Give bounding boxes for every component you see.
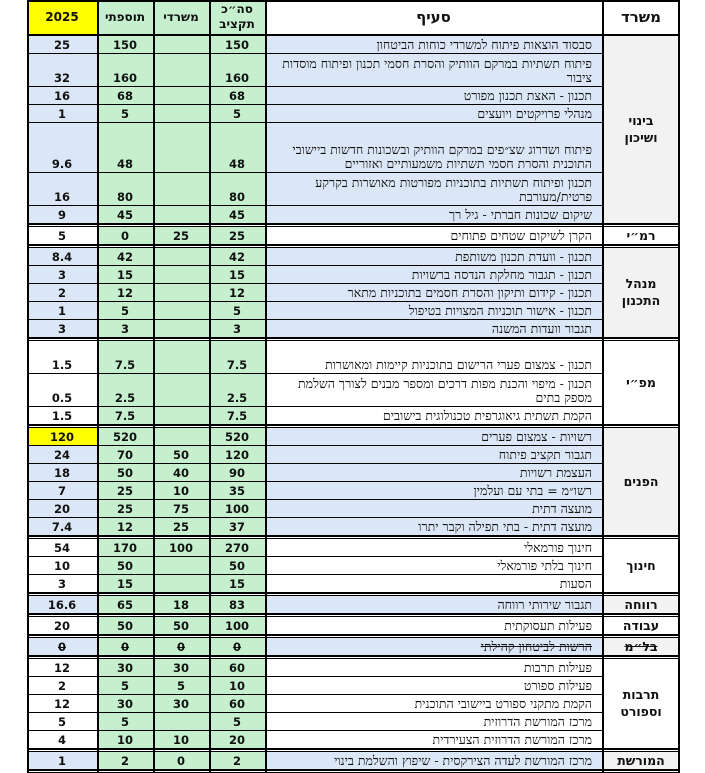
cell-ministerial [153,54,209,87]
cell-total-budget: 60 [209,659,265,677]
header-year: 2025 [27,0,97,36]
cell-additional: 50 [97,464,153,482]
cell-section-description [265,54,602,87]
cell-ministerial: 30 [153,695,209,713]
cell-year-2025: 0.5 [27,374,97,407]
ministry-label: רווחה [624,596,658,612]
section-text: תגבור וועדות המשנה [491,321,592,336]
cell-section-description [265,123,602,173]
ministry-label: חינוך [626,557,656,573]
cell-year-2025: 1 [27,105,97,123]
cell-additional: 65 [97,596,153,614]
cell-total-budget: 3 [209,320,265,338]
ministry-name [602,659,680,749]
cell-section-description [265,302,602,320]
cell-section-description [265,713,602,731]
grid-line [27,655,680,657]
section-text: רשו״מ = בתי עם ועלמין [473,483,592,498]
cell-year-2025: 10 [27,557,97,575]
cell-year-2025: 25 [27,36,97,54]
cell-additional: 12 [97,518,153,536]
cell-additional: 15 [97,575,153,593]
cell-total-budget: 12 [209,284,265,302]
grid-line [27,613,680,615]
cell-ministerial [153,302,209,320]
cell-ministerial: 30 [153,659,209,677]
cell-ministerial [153,284,209,302]
section-text: תכנון - אישור תוכניות המצויות בטיפול [408,303,592,318]
cell-year-2025: 20 [27,617,97,635]
cell-year-2025: 3 [27,266,97,284]
cell-section-description [265,596,602,614]
struck-value: 0 [57,640,66,654]
cell-additional: 30 [97,659,153,677]
cell-ministerial [153,320,209,338]
cell-section-description [265,575,602,593]
section-text: חינוך פורמאלי [524,540,592,555]
cell-total-budget: 37 [209,518,265,536]
cell-total-budget: 15 [209,575,265,593]
cell-year-2025: 16 [27,87,97,105]
grid-line [27,592,680,594]
grid-line [265,0,267,773]
section-text: תכנון ופיתוח תשתיות בתוכניות מפורטות מאושרות בקרקע פרטית/מעורבת [315,175,592,204]
cell-section-description [265,105,602,123]
section-text: פעילות תרבות [523,660,592,675]
section-text: סבסוד הוצאות פיתוח למשרדי כוחות הביטחון [376,37,592,52]
grid-line [27,748,680,750]
cell-additional: 5 [97,713,153,731]
cell-section-description [265,557,602,575]
ministry-name [602,638,680,656]
section-text: הקמת מתקני ספורט ביישובי התוכנית [414,696,592,711]
cell-total-budget: 520 [209,428,265,446]
cell-ministerial [153,87,209,105]
section-text: תכנון - האצת תכנון מפורט [463,88,592,103]
cell-ministerial [153,36,209,54]
section-text: העצמת רשויות [519,465,592,480]
ministry-label: רמ״י [626,227,656,243]
grid-line [97,0,99,773]
cell-section-description [265,374,602,407]
cell-total-budget: 42 [209,248,265,266]
cell-ministerial [153,105,209,123]
cell-total-budget: 160 [209,54,265,87]
cell-year-2025: 5 [27,713,97,731]
cell-total-budget: 20 [209,731,265,749]
cell-section-description [265,617,602,635]
cell-additional: 5 [97,677,153,695]
ministry-name [602,539,680,593]
cell-total-budget: 68 [209,87,265,105]
cell-ministerial [153,428,209,446]
ministry-label: מפ״י [626,374,656,390]
cell-total-budget: 2.5 [209,374,265,407]
section-text: מועצה דתית [532,501,592,516]
cell-additional: 7.5 [97,407,153,425]
header-ministerial: משרדי [153,0,209,36]
cell-additional: 30 [97,695,153,713]
ministry-name [602,617,680,635]
cell-total-budget: 10 [209,677,265,695]
cell-additional: 10 [97,731,153,749]
ministry-name [602,248,680,338]
cell-ministerial [153,713,209,731]
grid-line [27,223,680,225]
cell-section-description [265,638,602,656]
cell-total-budget: 270 [209,539,265,557]
cell-total-budget: 100 [209,500,265,518]
cell-year-2025: 3 [27,575,97,593]
cell-section-description [265,173,602,206]
cell-additional: 520 [97,428,153,446]
cell-additional: 12 [97,284,153,302]
cell-additional: 48 [97,123,153,173]
cell-ministerial: 18 [153,596,209,614]
cell-additional: 5 [97,302,153,320]
section-text: רשויות - צמצום פערים [481,429,592,444]
section-text: תכנון - וועדת תכנון משותפת [455,249,592,264]
cell-year-2025: 1 [27,302,97,320]
cell-additional: 25 [97,500,153,518]
cell-total-budget: 7.5 [209,341,265,374]
cell-total-budget: 25 [209,227,265,245]
cell-total-budget: 5 [209,105,265,123]
section-text: הקרן לשיקום שטחים פתוחים [450,228,592,243]
cell-total-budget: 5 [209,302,265,320]
grid-line [27,634,680,636]
struck-value: 0 [232,640,241,654]
cell-total-budget: 2 [209,752,265,770]
cell-ministerial: 0 [153,752,209,770]
cell-ministerial [153,123,209,173]
cell-additional: 80 [97,173,153,206]
cell-section-description [265,341,602,374]
section-text: תגבור תקציב פיתוח [498,447,592,462]
cell-section-description [265,695,602,713]
cell-section-description [265,36,602,54]
cell-section-description [265,659,602,677]
ministry-name [602,752,680,770]
cell-total-budget: 150 [209,36,265,54]
section-text: פיתוח ושדרוג שצ״פים במרקם הוותיק ובשכונות חדשות ביישובי התוכנית והסרת חסמי תשתיות משמעותיים ואזוריים [292,142,592,171]
ministry-name [602,341,680,425]
grid-line [602,0,604,773]
cell-ministerial [153,266,209,284]
ministry-label: עבודה [622,617,660,633]
cell-year-2025: 18 [27,464,97,482]
cell-additional [97,638,153,656]
cell-year-2025: 9 [27,206,97,224]
cell-ministerial: 50 [153,617,209,635]
cell-additional: 25 [97,482,153,500]
cell-total-budget: 100 [209,617,265,635]
header-ministry: משרד [602,0,680,36]
cell-ministerial: 100 [153,539,209,557]
cell-additional: 42 [97,248,153,266]
section-text: תכנון - מיפוי והכנת מפות דרכים ומספר מבנים לצורך השלמת מספק בתים [298,376,592,405]
struck-value: 0 [176,640,185,654]
cell-section-description [265,482,602,500]
section-text: מרכז המורשת הדרוזית [483,714,592,729]
cell-additional: 170 [97,539,153,557]
cell-section-description [265,206,602,224]
cell-ministerial: 10 [153,731,209,749]
cell-section-description [265,248,602,266]
cell-total-budget: 35 [209,482,265,500]
cell-year-2025: 9.6 [27,123,97,173]
cell-ministerial [153,248,209,266]
cell-section-description [265,428,602,446]
cell-section-description [265,320,602,338]
section-text: מנהלי פרויקטים ויועצים [477,106,592,121]
section-text: מרכז המורשת לעדה הצירקסית - שיפוץ והשלמת בינוי [334,753,592,768]
cell-year-2025: 5 [27,227,97,245]
header-section: סעיף [265,0,602,36]
ministry-label: המורשת [617,752,665,768]
cell-ministerial [153,557,209,575]
cell-year-2025: 20 [27,500,97,518]
cell-year-2025: 54 [27,539,97,557]
cell-additional: 50 [97,617,153,635]
grid-line [27,535,680,537]
cell-total-budget: 48 [209,123,265,173]
cell-section-description [265,752,602,770]
cell-year-2025 [27,638,97,656]
section-text: תגבור שירותי רווחה [497,597,592,612]
cell-year-2025: 16 [27,173,97,206]
cell-section-description [265,500,602,518]
grid-line [27,424,680,426]
budget-table [27,0,680,768]
grid-line [27,0,680,2]
cell-total-budget: 50 [209,557,265,575]
section-text: תכנון - צמצום פערי הרישום בתוכניות קיימות ומאושרות [325,357,592,372]
cell-ministerial: 10 [153,482,209,500]
section-text: הסעות [559,576,592,591]
cell-total-budget: 15 [209,266,265,284]
cell-ministerial [153,206,209,224]
cell-total-budget: 120 [209,446,265,464]
section-text: שיקום שכונות חברתי - גיל רך [449,207,592,222]
cell-additional: 0 [97,227,153,245]
cell-additional: 50 [97,557,153,575]
ministry-label: מנהל התכנון [621,276,661,308]
cell-year-2025: 4 [27,731,97,749]
cell-year-2025: 8.4 [27,248,97,266]
ministry-label: בל״מ [624,638,658,654]
cell-total-budget: 5 [209,713,265,731]
grid-line [27,337,680,339]
cell-ministerial: 50 [153,446,209,464]
cell-additional: 45 [97,206,153,224]
cell-ministerial: 40 [153,464,209,482]
cell-additional: 160 [97,54,153,87]
header-total: סה״כ תקציב [209,0,265,36]
cell-ministerial [153,638,209,656]
section-text: פעילות תעסוקתית [504,618,592,633]
grid-line [678,0,680,773]
cell-ministerial [153,341,209,374]
cell-section-description [265,227,602,245]
cell-total-budget: 83 [209,596,265,614]
cell-year-2025: 24 [27,446,97,464]
ministry-label: הפנים [623,473,659,489]
cell-section-description [265,266,602,284]
section-text: חינוך בלתי פורמאלי [497,558,592,573]
cell-section-description [265,407,602,425]
cell-total-budget: 7.5 [209,407,265,425]
ministry-name [602,227,680,245]
cell-year-2025: 12 [27,695,97,713]
cell-year-2025: 1 [27,752,97,770]
cell-additional: 68 [97,87,153,105]
cell-year-2025: 2 [27,677,97,695]
section-text: תכנון - תגבור מחלקת הנדסה ברשויות [411,267,592,282]
grid-line [27,769,680,771]
cell-section-description [265,539,602,557]
section-text: פיתוח תשתיות במרקם הוותיק והסרת חסמי תכנון ופיתוח מוסדות ציבור [282,56,592,85]
cell-section-description [265,518,602,536]
cell-additional: 7.5 [97,341,153,374]
cell-year-2025: 7 [27,482,97,500]
cell-ministerial: 75 [153,500,209,518]
cell-year-2025: 3 [27,320,97,338]
cell-section-description [265,284,602,302]
cell-total-budget: 90 [209,464,265,482]
cell-year-2025: 32 [27,54,97,87]
cell-additional: 150 [97,36,153,54]
cell-ministerial [153,374,209,407]
cell-year-2025: 2 [27,284,97,302]
section-text: הרשות לביטחון קהילתי [480,639,592,654]
grid-line [27,244,680,246]
header-additional: תוספתי [97,0,153,36]
cell-ministerial [153,575,209,593]
grid-line [209,0,211,773]
cell-ministerial: 25 [153,227,209,245]
ministry-label: בינוי ושיכון [624,113,658,145]
cell-additional: 5 [97,105,153,123]
cell-section-description [265,446,602,464]
cell-total-budget: 60 [209,695,265,713]
ministry-name [602,428,680,536]
ministry-label: תרבות וספורט [620,687,662,719]
cell-total-budget [209,638,265,656]
cell-ministerial [153,173,209,206]
cell-year-2025: 7.4 [27,518,97,536]
struck-value: 0 [120,640,129,654]
cell-section-description [265,464,602,482]
ministry-name [602,36,680,224]
cell-total-budget: 80 [209,173,265,206]
cell-ministerial: 5 [153,677,209,695]
cell-additional: 3 [97,320,153,338]
cell-year-2025: 120 [27,428,97,446]
cell-ministerial [153,407,209,425]
section-text: הקמת תשתית גיאוגרפית טכנולוגית בישובים [382,408,592,423]
grid-line [153,0,155,773]
cell-year-2025: 12 [27,659,97,677]
cell-additional: 70 [97,446,153,464]
cell-additional: 15 [97,266,153,284]
cell-total-budget: 45 [209,206,265,224]
cell-additional: 2.5 [97,374,153,407]
section-text: פעילות ספורט [523,678,592,693]
cell-section-description [265,677,602,695]
section-text: תכנון - קידום ותיקון והסרת חסמים בתוכניות מתאר [347,285,592,300]
cell-year-2025: 1.5 [27,407,97,425]
cell-section-description [265,731,602,749]
cell-section-description [265,87,602,105]
grid-line [27,0,29,773]
cell-year-2025: 1.5 [27,341,97,374]
cell-ministerial: 25 [153,518,209,536]
section-text: מועצה דתית - בתי תפילה וקבר יתרו [418,519,592,534]
grid-line [27,34,680,36]
cell-year-2025: 16.6 [27,596,97,614]
cell-additional: 2 [97,752,153,770]
section-text: מרכז המורשת הדרוזית הצעירדית [432,732,592,747]
ministry-name [602,596,680,614]
